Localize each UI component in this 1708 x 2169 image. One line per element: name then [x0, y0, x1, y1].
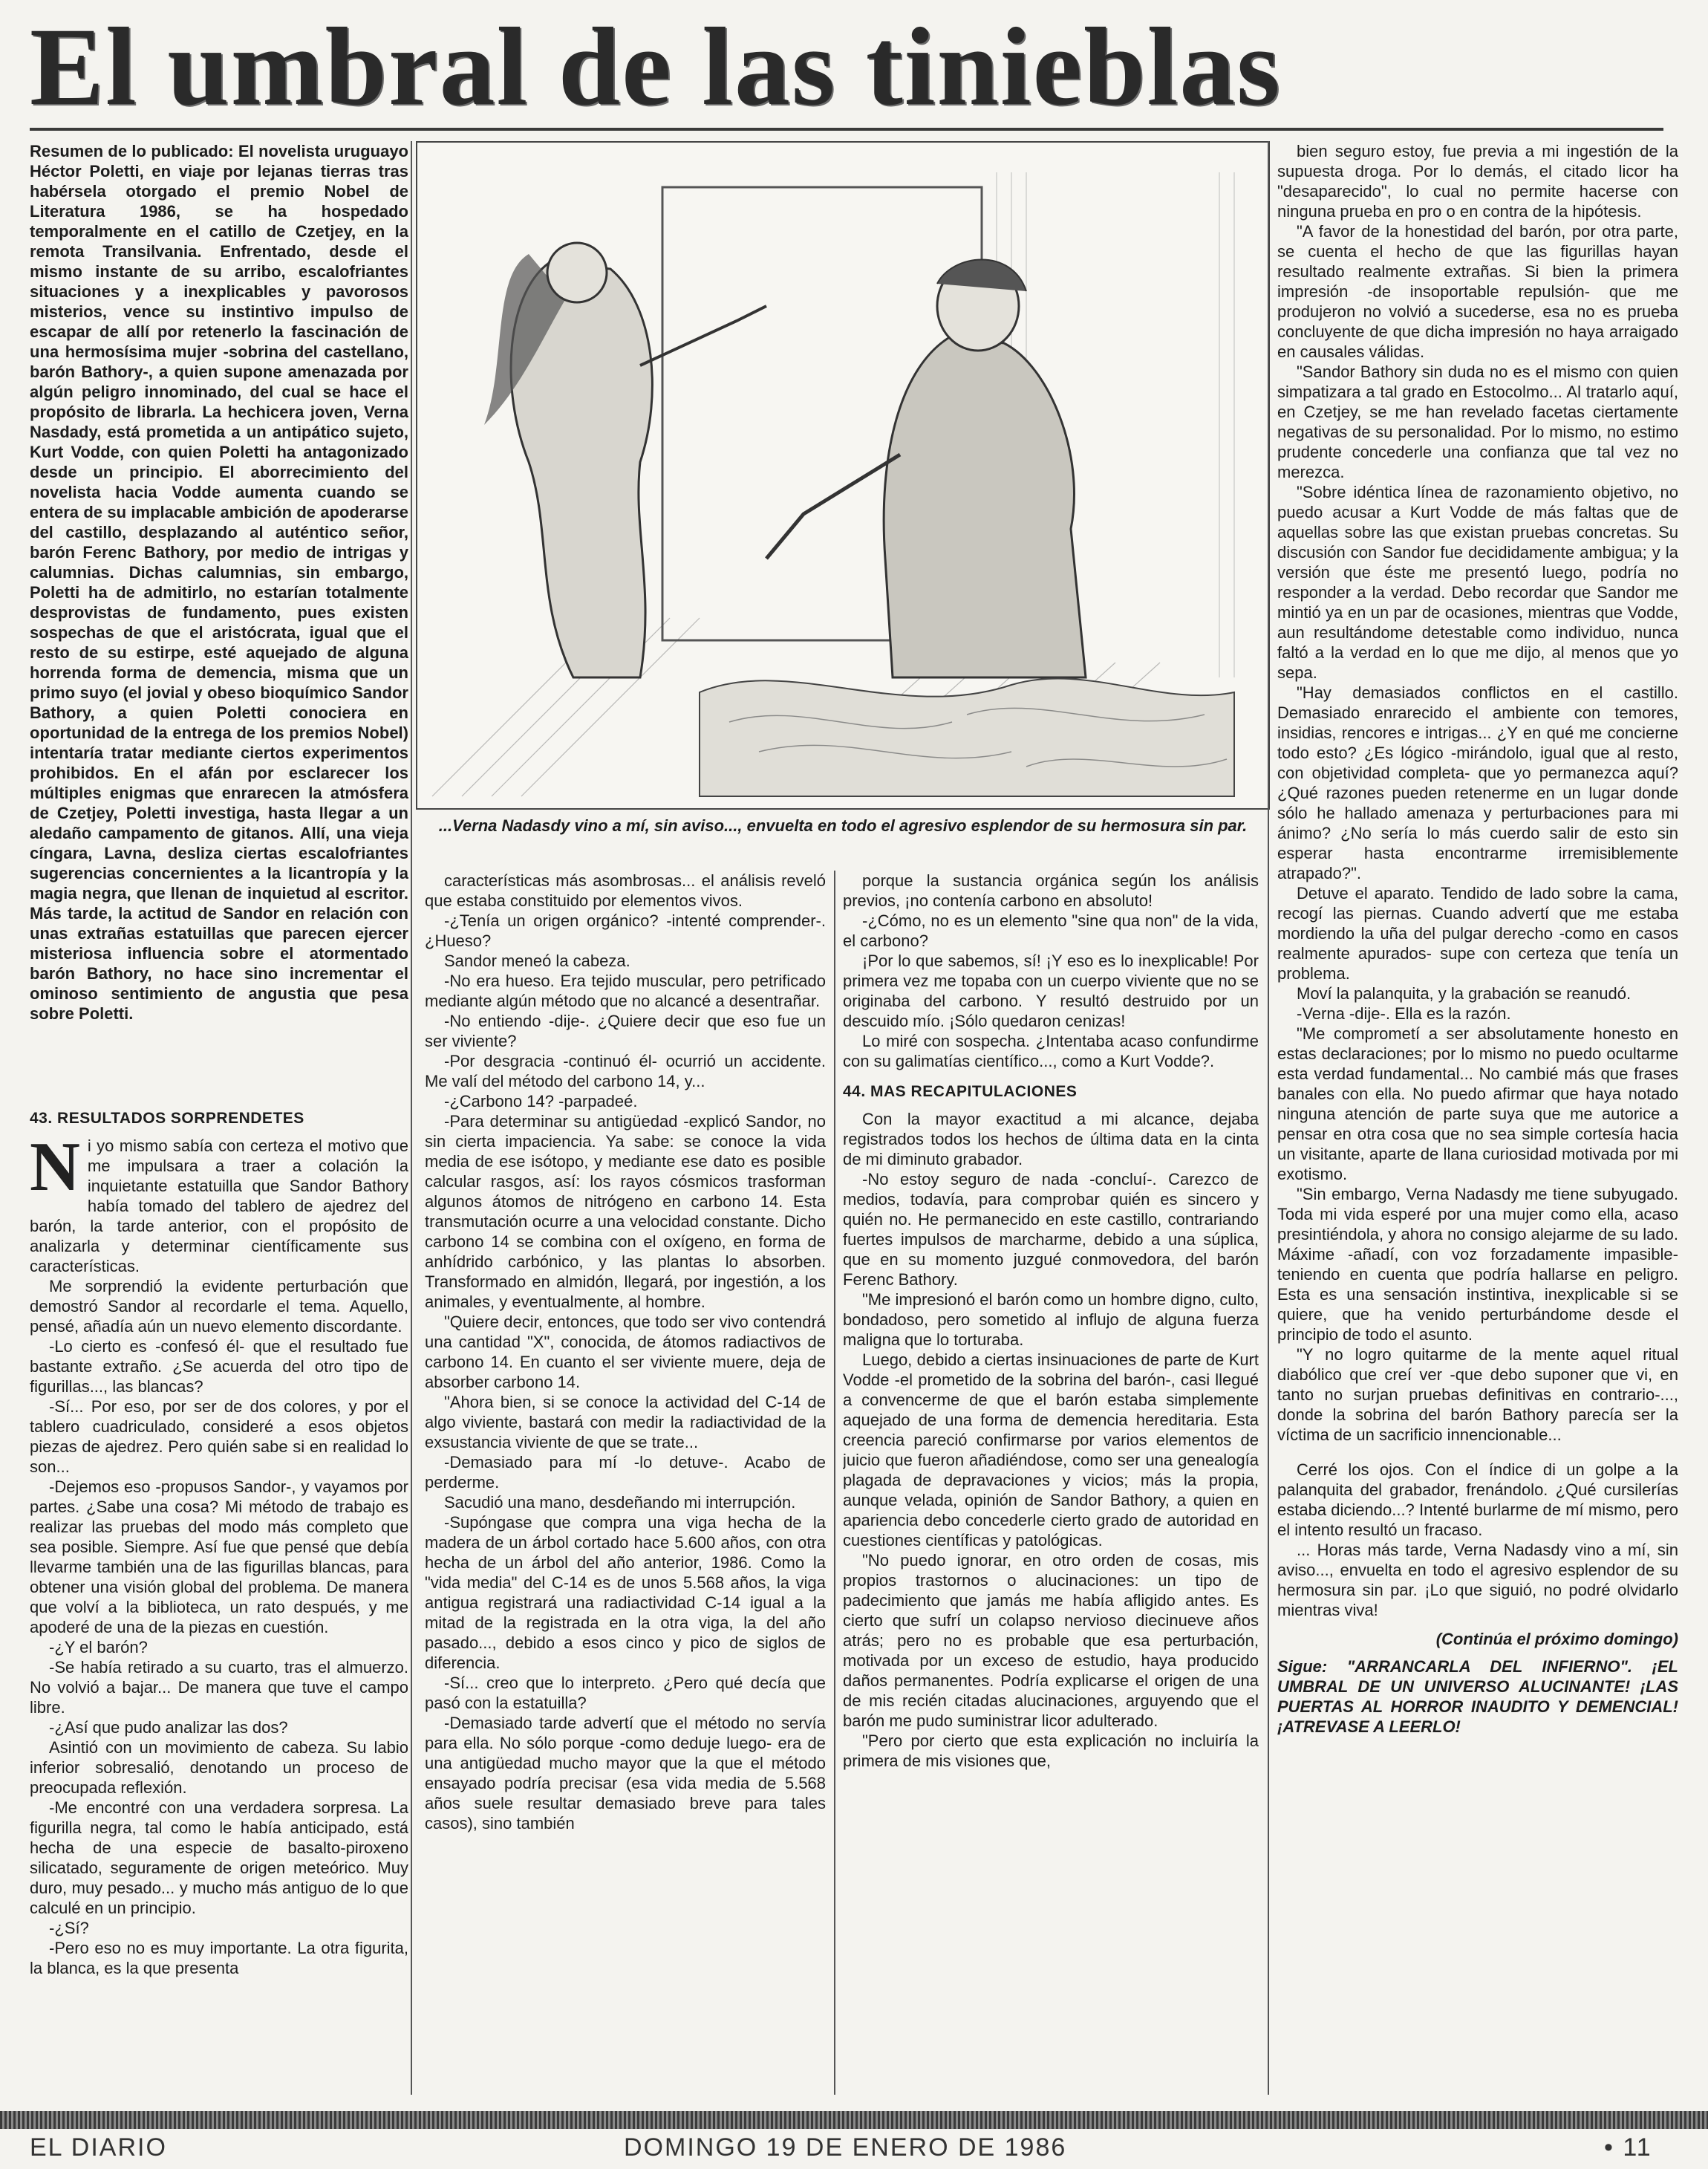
footer-page-number: • 11 [1604, 2133, 1652, 2162]
article-paragraph: -¿Cómo, no es un elemento "sine qua non" de la vida, el carbono? [843, 911, 1259, 950]
article-paragraph: -Pero eso no es muy importante. La otra figurita, la blanca, es la que presenta [30, 1939, 408, 1977]
column-divider [411, 141, 412, 2095]
article-paragraph: Con la mayor exactitud a mi alcance, dejaba registrados todos los hechos de última data en la cinta de mi diminuto grabador. [843, 1110, 1259, 1168]
footer-paper-name: EL DIARIO [30, 2133, 167, 2162]
column-4-spacer [1277, 1445, 1678, 1460]
article-paragraph: "Y no logro quitarme de la mente aquel ritual diabólico que creí ver -que debo suponer que vi, en tanto no surjan pruebas definitivas en contrario-..., donde la sobrina del barón Bathory parecía ser la víctima de un sacrificio innencionable... [1277, 1345, 1678, 1444]
column-divider [1268, 141, 1269, 2095]
article-paragraph: -No era hueso. Era tejido muscular, pero petrificado mediante algún método que no alcancé a desentrañar. [425, 972, 826, 1010]
article-paragraph: -¿Y el barón? [49, 1638, 148, 1656]
article-paragraph: "Sobre idéntica línea de razonamiento objetivo, no puedo acusar a Kurt Vodde de más faltas que de aquellas sobre las que existan pruebas concretas. Su discusión con Sandor fue decididamente ambigua; y la versión que éste me presentó luego, podría no responder a la verdad. Debo recordar que Sandor me mintió ya en un par de ocasiones, mientras que Vodde, aun resultándome detestable como individuo, nunca faltó a la verdad en lo que me dijo, al menos que yo sepa. [1277, 483, 1678, 682]
article-paragraph: -No entiendo -dije-. ¿Quiere decir que eso fue un ser viviente? [425, 1012, 826, 1050]
footer-date: DOMINGO 19 DE ENERO DE 1986 [624, 2133, 1067, 2162]
article-paragraph: Luego, debido a ciertas insinuaciones de parte de Kurt Vodde -el prometido de la sobrina del barón-, casi llegué a convencerme de que el barón estaba simplemente aquejado de una forma de demencia hereditaria. Esta creencia pareció confirmarse por varios elementos de juicio que fueron añadiéndose, como ser una genealogía plagada de depravaciones y vicios; más la propia, aunque velada, opinión de Sandor Bathory, a quien en apariencia debo concederle cierto grado de autoridad en cuestiones científicas y patológicas. [843, 1350, 1259, 1549]
article-paragraph: -Me encontré con una verdadera sorpresa. La figurilla negra, tal como le había anticipado, está hecha de una especie de basalto-piroxeno silicatado, seguramente de origen meteórico. Muy duro, muy pesado... y mucho más antiguo de lo que calculé en un principio. [30, 1798, 408, 1917]
article-paragraph: "Sandor Bathory sin duda no es el mismo con quien simpatizara a tal grado en Estocolmo... Al tratarlo aquí, en Czetjey, se me han revelado facetas ciertamente negativas de su personalidad. Por lo mismo, no estimo prudente concederle una confianza que tal vez no merezca. [1277, 362, 1678, 481]
section-44-heading: 44. MAS RECAPITULACIONES [843, 1083, 1078, 1100]
article-paragraph: -Sí... Por eso, por ser de dos colores, y por el tablero cuadriculado, consideré a esos objetos piezas de ajedrez. Pero quién sabe si en realidad lo son... [30, 1397, 408, 1476]
footer-band [0, 2111, 1708, 2129]
article-paragraph: ... Horas más tarde, Verna Nadasdy vino a mí, sin aviso..., envuelta en todo el agresivo esplendor de su hermosura sin par. ¡Lo que siguió, no podré olvidarlo mientras viva! [1277, 1541, 1678, 1619]
article-paragraph: porque la sustancia orgánica según los análisis previos, ¡no contenía carbono en absoluto! [843, 871, 1259, 910]
article-paragraph: -Lo cierto es -confesó él- que el resultado fue bastante extraño. ¿Se acuerda del otro tipo de figurillas..., las blancas? [30, 1337, 408, 1396]
illustration-drawing [417, 143, 1268, 808]
column-divider [834, 871, 835, 2095]
summary-paragraph [30, 141, 408, 1024]
column-3-body [843, 1109, 1259, 1771]
article-paragraph: Lo miré con sospecha. ¿Intentaba acaso confundirme con su galimatías científico..., como a Kurt Vodde?. [843, 1032, 1259, 1070]
article-paragraph: Me sorprendió la evidente perturbación que demostró Sandor al recordarle el tema. Aquello, pensé, añadía aún un nuevo elemento discordante. [30, 1277, 408, 1336]
article-paragraph: -Supóngase que compra una viga hecha de la madera de un árbol cortado hace 5.600 años, con otra hecha de un árbol del año anterior, 1986. Como la "vida media" del C-14 es de unos 5.568 años, la viga antigua registrará una radiactividad C-14 igual a la mitad de la registrada en la otra viga, la del año pasado..., debido a esos cinco y pico de siglos de diferencia. [425, 1513, 826, 1672]
article-paragraph: ¡Por lo que sabemos, sí! ¡Y eso es lo inexplicable! Por primera vez me topaba con un cuerpo viviente que no se originaba del carbono. Y resultó destruido por un descuido mío. ¡Sólo quedaron cenizas! [843, 952, 1259, 1030]
headline-rule [30, 128, 1663, 131]
article-paragraph: -Sí... creo que lo interpreto. ¿Pero qué decía que pasó con la estatuilla? [425, 1674, 826, 1712]
article-paragraph: "Pero por cierto que esta explicación no incluiría la primera de mis visiones que, [843, 1731, 1259, 1770]
continues-note: (Continúa el próximo domingo) [1435, 1630, 1678, 1648]
article-paragraph: "Quiere decir, entonces, que todo ser vivo contendrá una cantidad "X", conocida, de átomos radiactivos de carbono 14. En cuanto el ser viviente muere, deja de absorber carbono 14. [425, 1313, 826, 1391]
column-4-ending [1277, 1460, 1678, 1620]
article-paragraph: -Se había retirado a su cuarto, tras el almuerzo. No volvió a bajar... De manera que tuve el campo libre. [30, 1658, 408, 1717]
article-paragraph: -¿Sí? [49, 1919, 89, 1937]
column-2 [425, 871, 826, 2096]
section-43-first-paragraph [30, 1128, 408, 1276]
article-paragraph: bien seguro estoy, fue previa a mi ingestión de la supuesta droga. Por lo demás, el citado licor ha "desaparecido", lo cual no permite hacerse con ninguna prueba en pro o en contra de la hipótesis. [1277, 142, 1678, 221]
article-paragraph: -¿Tenía un origen orgánico? -intenté comprender-. ¿Hueso? [425, 911, 826, 950]
article-paragraph: -¿Así que pudo analizar las dos? [49, 1718, 288, 1737]
article-paragraph: "Sin embargo, Verna Nadasdy me tiene subyugado. Toda mi vida esperé por una mujer como ella, acaso presintiéndola, y ahora no consigo alejarme de su lado. Máxime -añadí, con voz forzadamente impasible- teniendo en cuenta que podría hallarse en peligro. Esta es una sensación instintiva, inexplicable si se quiere, que ha venido perturbándome desde el principio de todo el asunto. [1277, 1185, 1678, 1344]
article-paragraph: "Me comprometí a ser absolutamente honesto en estas declaraciones; por lo mismo no puedo ocultarme esta verdad fundamental... No cambié más que frases banales con ella. No puedo afirmar que haya notado ninguna atención de parte suya que me autorice a pensar en otra cosa que no sea simple cortesía hacia un visitante, aparte de llana curiosidad motivada por mi exotismo. [1277, 1024, 1678, 1183]
article-paragraph: Moví la palanquita, y la grabación se reanudó. [1297, 984, 1632, 1003]
article-paragraph: "A favor de la honestidad del barón, por otra parte, se cuenta el hecho de que las figurillas hayan resultado realmente extrañas. Si bien la primera impresión -de insoportable repulsión- que me produjeron no volvió a sucederse, esa no es prueba concluyente de que dicha impresión no haya arraigado en causales válidas. [1277, 222, 1678, 361]
drop-cap: N [30, 1128, 80, 1206]
article-paragraph: características más asombrosas... el análisis reveló que estaba constituido por elementos vivos. [425, 871, 826, 910]
article-paragraph: -No estoy seguro de nada -concluí-. Carezco de medios, todavía, para comprobar quién es sincero y quién no. He permanecido en este castillo, contrariando fuertes impulsos de marcharme, debido a una súplica, que en su momento juzgué conmovedora, del barón Ferenc Bathory. [843, 1170, 1259, 1289]
article-paragraph: -Demasiado para mí -lo detuve-. Acabo de perderme. [425, 1453, 826, 1492]
article-paragraph: Detuve el aparato. Tendido de lado sobre la cama, recogí las piernas. Cuando advertí que me estaba mordiendo la uña del pulgar derecho -como en casos realmente apurados- supe con certeza que tenía un problema. [1277, 884, 1678, 983]
article-paragraph: -Verna -dije-. Ella es la razón. [1297, 1004, 1511, 1023]
article-paragraph: Asintió con un movimiento de cabeza. Su labio inferior sobresalió, denotando un proceso de preocupada reflexión. [30, 1738, 408, 1797]
column-3-intro [843, 871, 1259, 1071]
article-paragraph: "Ahora bien, si se conoce la actividad del C-14 de algo viviente, bastará con medir la radiactividad de la exsustancia viviente de que se trate... [425, 1393, 826, 1451]
article-paragraph: -Dejemos eso -propusos Sandor-, y vayamos por partes. ¿Sabe una cosa? Mi método de trabajo es realizar las pruebas del modo más completo que sea posible. Siempre. Así fue que pensé que debía llevarme también una de las figurillas blancas, para obtener una visión global del problema. De manera que volví a la biblioteca, un rato después, y me apoderé de una de la piezas en cuestión. [30, 1477, 408, 1636]
section-43-body [30, 1276, 408, 1978]
article-paragraph: -Demasiado tarde advertí que el método no servía para ella. No sólo porque -como deduje luego- era de una antigüedad mucho mayor que la que el método ensayado podría precisar (esa vida media de 5.568 años suele resultar demasiado breve para tales casos), sino también [425, 1714, 826, 1833]
article-paragraph: Sacudió una mano, desdeñando mi interrupción. [444, 1493, 796, 1512]
article-paragraph: Cerré los ojos. Con el índice di un golpe a la palanquita del grabador, frenándolo. ¿Qué cursilerías estaba diciendo...? Intenté burlarme de mí mismo, pero el intento resultó un fracaso. [1277, 1460, 1678, 1539]
summary-text: El novelista uruguayo Héctor Poletti, en viaje por lejanas tierras tras habérsela otorgado el premio Nobel de Literatura 1986, se ha hospedado temporalmente en el catillo de Czetjey, en la remota Transilvania. Enfrentado, desde el mismo instante de su arribo, escalofriantes situaciones y a inexplicables y pavorosos misterios, vence su instintivo impulso de escapar de allí por retenerlo la fascinación de una hermosísima mujer -sobrina del castellano, barón Bathory-, a quien supone amenazada por algún peligro innominado, del cual se hace el propósito de librarla. La hechicera joven, Verna Nasdady, está prometida a un antipático sujeto, Kurt Vodde, con quien Poletti ha antagonizado desde un principio. El aborrecimiento del novelista hacia Vodde aumenta cuando se entera de su implacable ambición de apoderarse del castillo, desplazando al auténtico señor, barón Ferenc Bathory, por medio de intrigas y calumnias. Dichas calumnias, sin embargo, Poletti ha de admitirlo, no estarían totalmente desprovistas de fundamento, pues existen sospechas de que el aristócrata, igual que el resto de su estirpe, esté aquejado de alguna horrenda forma de demencia, misma que un primo suyo (el jovial y obeso bioquímico Sandor Bathory, a quien Poletti conociera en oportunidad de la entrega de los premios Nobel) intentaría tratar mediante ciertos experimentos prohibidos. En el afán por esclarecer los múltiples enigmas que enrarecen la atmósfera de Czetjey, Poletti investiga, hasta llegar a un aledaño campamento de gitanos. Allí, una vieja cíngara, Lavna, desliza ciertas escalofriantes sugerencias concernientes a la licantropía y la magia negra, que llenan de inquietud al escritor. Más tarde, la actitud de Sandor en relación con unas extrañas estatuillas que parecen ejercer misteriosa influencia sobre el atormentado barón Bathory, no hace sino incrementar el ominoso sentimiento de angustia que pesa sobre Poletti. [30, 142, 408, 1023]
article-paragraph: "Me impresionó el barón como un hombre digno, culto, bondadoso, pero sometido al influjo de alguna fuerza maligna que lo torturaba. [843, 1290, 1259, 1349]
article-paragraph: -Para determinar su antigüedad -explicó Sandor, no sin cierta impaciencia. Ya sabe: se conoce la vida media de ese isótopo, y mediante ese dato es posible calcular rasgos, así: los rayos cósmicos trasforman algunos átomos de nitrógeno en carbono 14. Esta transmutación ocurre a una velocidad constante. Dicho carbono 14 se combina con el oxígeno, en forma de anhídrido carbónico, y las plantas lo absorben. Transformado en almidón, llegará, por ingestión, a los animales, y eventualmente, al hombre. [425, 1112, 826, 1311]
column-4-body [1277, 141, 1678, 1445]
article-paragraph: "Hay demasiados conflictos en el castillo. Demasiado enrarecido el ambiente con temores, insidias, rencores e intrigas... ¿Y en qué me concierne todo esto? ¿Es lógico -mirándolo, igual que al resto, con objetividad completa- que yo permanezca aquí? ¿Qué razones pueden retenerme en un lugar donde sólo he hallado amenaza y perturbaciones para mi ánimo? ¿No sería lo más cuerdo salir de esto sin esperar hasta encontrarme irremisiblemente atrapado?". [1277, 683, 1678, 882]
next-episode-teaser: Sigue: "ARRANCARLA DEL INFIERNO". ¡EL UMBRAL DE UN UNIVERSO ALUCINANTE! ¡LAS PUERTAS AL HORROR INAUDITO Y DEMENCIAL! ¡ATREVASE A LEERLO! [1277, 1657, 1678, 1736]
section-43-heading: 43. RESULTADOS SORPRENDETES [30, 1110, 304, 1127]
article-headline: El umbral de las tinieblas [30, 7, 1282, 126]
article-paragraph: -¿Carbono 14? -parpadeé. [444, 1092, 638, 1110]
summary-label: Resumen de lo publicado: [30, 142, 234, 160]
section-43-column [30, 1098, 408, 2093]
story-illustration [416, 141, 1270, 810]
article-paragraph: "No puedo ignorar, en otro orden de cosas, mis propios trastornos o alucinaciones: un tipo de padecimiento que jamás me había afligido antes. Es cierto que sufrí un colapso nervioso diecinueve años atrás; pero no es probable que esa perturbación, motivada por un exceso de estudio, haya producido daños permanentes. Podría explicarse el origen de una de mis recién citadas alucinaciones, arguyendo que el barón me pudo suministrar licor adulterado. [843, 1551, 1259, 1730]
illustration-caption: ...Verna Nadasdy vino a mí, sin aviso..., envuelta en todo el agresivo esplendor de su hermosura sin par. [438, 816, 1248, 835]
column-4 [1277, 141, 1678, 2095]
summary-column [30, 141, 408, 1099]
article-paragraph: Sandor meneó la cabeza. [444, 952, 630, 970]
article-paragraph: -Por desgracia -continuó él- ocurrió un accidente. Me valí del método del carbono 14, y... [425, 1052, 826, 1090]
column-3 [843, 871, 1259, 2096]
first-paragraph-text: i yo mismo sabía con certeza el motivo que me impulsara a traer a colación la inquietante estatuilla que Sandor Bathory había tomado del tablero de ajedrez del barón, la tarde anterior, con el propósito de analizarla y determinar científicamente sus características. [30, 1136, 408, 1275]
